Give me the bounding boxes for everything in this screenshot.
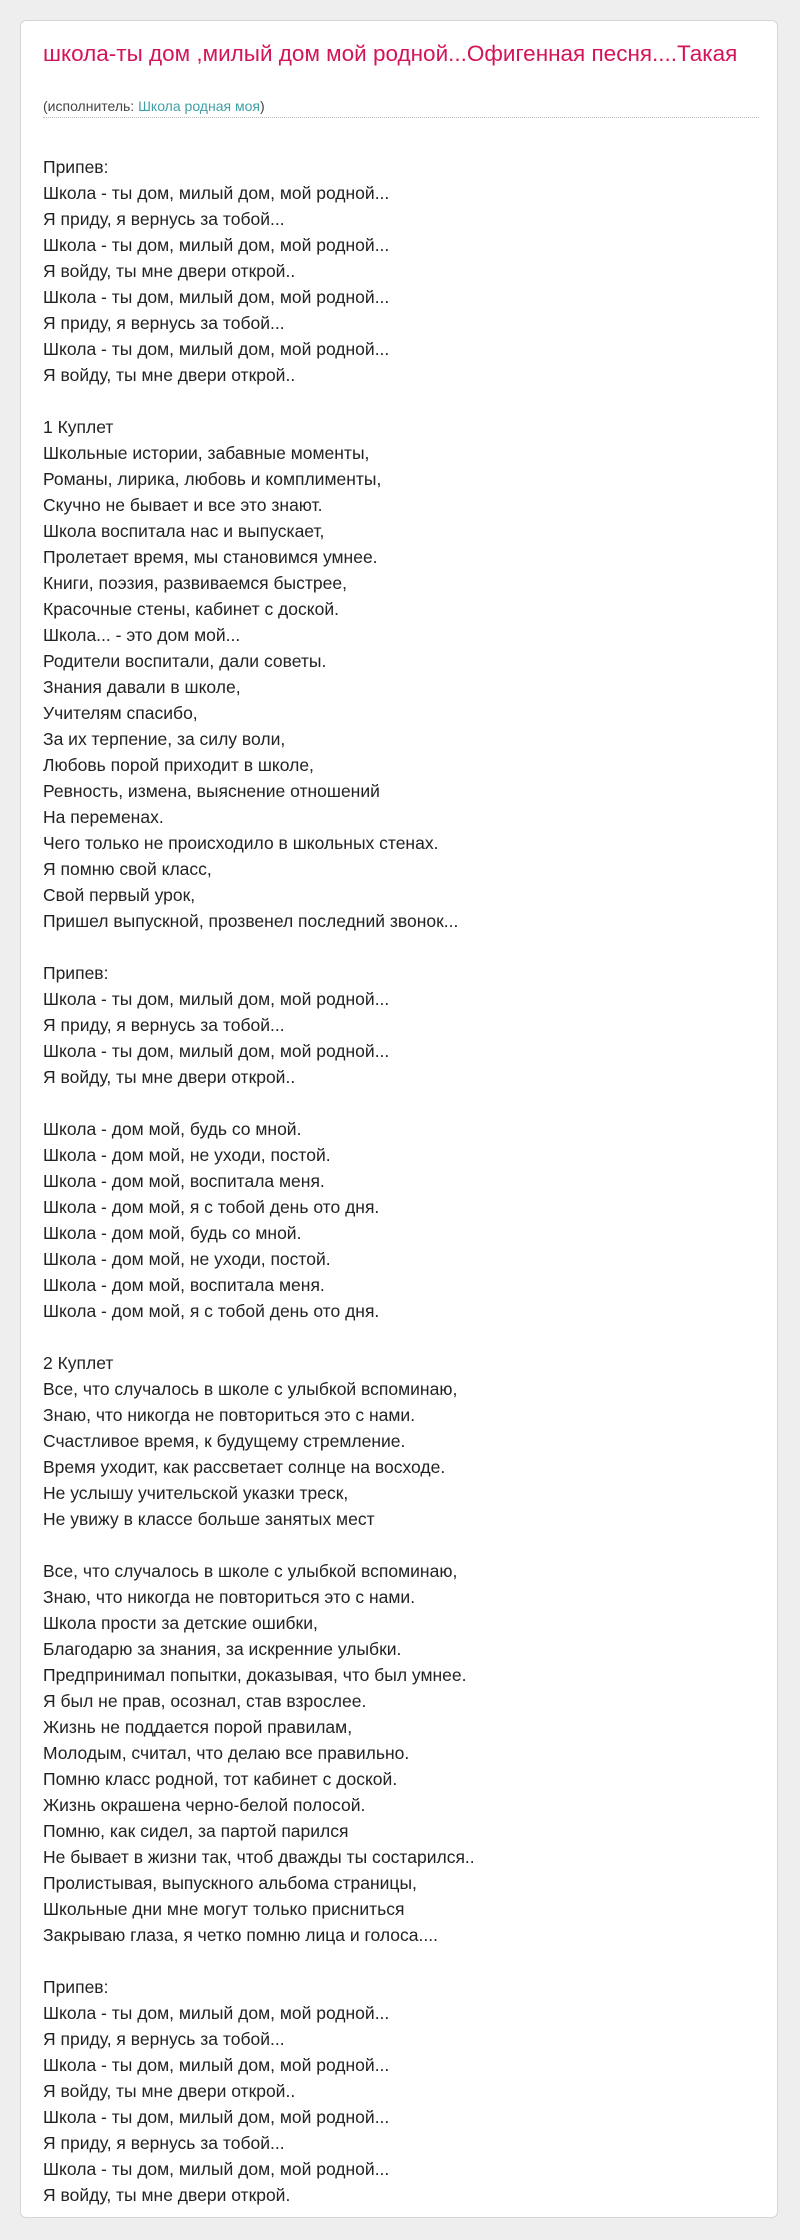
song-title: школа-ты дом ,милый дом мой родной...Офигенная песня....Такая <box>43 41 738 66</box>
lyrics-line: Благодарю за знания, за искренние улыбки. <box>43 1639 402 1659</box>
lyrics-line: Не бывает в жизни так, чтоб дважды ты состарился.. <box>43 1847 475 1867</box>
lyrics-line: Я приду, я вернусь за тобой... <box>43 2029 285 2049</box>
lyrics-line: Школа - дом мой, я с тобой день ото дня. <box>43 1301 380 1321</box>
lyrics-line: Я был не прав, осознал, став взрослее. <box>43 1691 367 1711</box>
lyrics-line: Молодым, считал, что делаю все правильно. <box>43 1743 410 1763</box>
lyrics-line: Красочные стены, кабинет с доской. <box>43 599 339 619</box>
lyrics-line: Любовь порой приходит в школе, <box>43 755 314 775</box>
lyrics-line: Я войду, ты мне двери открой.. <box>43 365 296 385</box>
lyrics-line: Помню класс родной, тот кабинет с доской. <box>43 1769 398 1789</box>
lyrics-line: Закрываю глаза, я четко помню лица и голоса.... <box>43 1925 438 1945</box>
lyrics-line: Школа - ты дом, милый дом, мой родной... <box>43 183 390 203</box>
lyrics-line: Школа - ты дом, милый дом, мой родной... <box>43 2003 390 2023</box>
lyrics-line: Школа - ты дом, милый дом, мой родной... <box>43 235 390 255</box>
lyrics-blank-line <box>43 934 759 960</box>
lyrics-line: Школа - ты дом, милый дом, мой родной... <box>43 2055 390 2075</box>
lyrics-line: Я приду, я вернусь за тобой... <box>43 313 285 333</box>
lyrics-line: Школа - ты дом, милый дом, мой родной... <box>43 2159 390 2179</box>
lyrics-line: Пролетает время, мы становимся умнее. <box>43 547 378 567</box>
lyrics-line: Школа воспитала нас и выпускает, <box>43 521 325 541</box>
lyrics-line: Время уходит, как рассветает солнце на восходе. <box>43 1457 446 1477</box>
lyrics-line: Школа - дом мой, не уходи, постой. <box>43 1249 331 1269</box>
lyrics-blank-line <box>43 388 759 414</box>
lyrics-line: Скучно не бывает и все это знают. <box>43 495 323 515</box>
lyrics-line: Школьные дни мне могут только присниться <box>43 1899 405 1919</box>
lyrics-text <box>43 154 759 2208</box>
artist-prefix: (исполнитель: <box>43 98 139 114</box>
lyrics-blank-line <box>43 1324 759 1350</box>
lyrics-line: 1 Куплет <box>43 417 114 437</box>
lyrics-line: Школа - ты дом, милый дом, мой родной... <box>43 339 390 359</box>
lyrics-line: Школа... - это дом мой... <box>43 625 241 645</box>
lyrics-blank-line <box>43 1090 759 1116</box>
lyrics-blank-line <box>43 1948 759 1974</box>
lyrics-line: Я приду, я вернусь за тобой... <box>43 209 285 229</box>
artist-line <box>43 97 759 118</box>
lyrics-line: Счастливое время, к будущему стремление. <box>43 1431 406 1451</box>
lyrics-line: Я приду, я вернусь за тобой... <box>43 2133 285 2153</box>
lyrics-line: Припев: <box>43 157 109 177</box>
lyrics-line: Я войду, ты мне двери открой.. <box>43 2081 296 2101</box>
lyrics-line: Школа - дом мой, воспитала меня. <box>43 1171 325 1191</box>
lyrics-line: Пролистывая, выпускного альбома страницы, <box>43 1873 417 1893</box>
lyrics-line: Знаю, что никогда не повториться это с нами. <box>43 1587 416 1607</box>
lyrics-line: Школа - ты дом, милый дом, мой родной... <box>43 2107 390 2127</box>
lyrics-line: Припев: <box>43 1977 109 1997</box>
lyrics-line: Школа - ты дом, милый дом, мой родной... <box>43 287 390 307</box>
lyrics-line: Школа - дом мой, не уходи, постой. <box>43 1145 331 1165</box>
lyrics-line: Не увижу в классе больше занятых мест <box>43 1509 375 1529</box>
lyrics-line: Все, что случалось в школе с улыбкой вспоминаю, <box>43 1379 458 1399</box>
lyrics-line: Помню, как сидел, за партой парился <box>43 1821 349 1841</box>
lyrics-card <box>20 20 778 2218</box>
lyrics-line: Предпринимал попытки, доказывая, что был умнее. <box>43 1665 467 1685</box>
lyrics-line: Я войду, ты мне двери открой.. <box>43 261 296 281</box>
lyrics-line: Не услышу учительской указки треск, <box>43 1483 349 1503</box>
lyrics-line: Я приду, я вернусь за тобой... <box>43 1015 285 1035</box>
lyrics-line: Ревность, измена, выяснение отношений <box>43 781 380 801</box>
lyrics-line: За их терпение, за силу воли, <box>43 729 286 749</box>
lyrics-line: Школа прости за детские ошибки, <box>43 1613 318 1633</box>
lyrics-blank-line <box>43 1532 759 1558</box>
lyrics-line: Школа - дом мой, будь со мной. <box>43 1119 302 1139</box>
artist-suffix: ) <box>259 98 265 114</box>
lyrics-line: Я помню свой класс, <box>43 859 212 879</box>
lyrics-line: Знания давали в школе, <box>43 677 241 697</box>
artist-link[interactable]: Школа родная моя <box>138 98 260 114</box>
lyrics-line: Чего только не происходило в школьных стенах. <box>43 833 439 853</box>
lyrics-line: Школа - ты дом, милый дом, мой родной... <box>43 989 390 1009</box>
lyrics-line: Учителям спасибо, <box>43 703 198 723</box>
lyrics-line: На переменах. <box>43 807 164 827</box>
lyrics-line: Школа - ты дом, милый дом, мой родной... <box>43 1041 390 1061</box>
lyrics-line: Школа - дом мой, я с тобой день ото дня. <box>43 1197 380 1217</box>
lyrics-line: Я войду, ты мне двери открой.. <box>43 1067 296 1087</box>
lyrics-line: Школа - дом мой, воспитала меня. <box>43 1275 325 1295</box>
lyrics-line: Жизнь не поддается порой правилам, <box>43 1717 353 1737</box>
lyrics-line: Пришел выпускной, прозвенел последний звонок... <box>43 911 459 931</box>
lyrics-line: Романы, лирика, любовь и комплименты, <box>43 469 382 489</box>
lyrics-line: Знаю, что никогда не повториться это с нами. <box>43 1405 416 1425</box>
lyrics-line: Свой первый урок, <box>43 885 196 905</box>
lyrics-line: Школьные истории, забавные моменты, <box>43 443 370 463</box>
lyrics-line: Жизнь окрашена черно-белой полосой. <box>43 1795 366 1815</box>
lyrics-line: 2 Куплет <box>43 1353 114 1373</box>
lyrics-line: Родители воспитали, дали советы. <box>43 651 327 671</box>
lyrics-line: Я войду, ты мне двери открой. <box>43 2185 291 2205</box>
lyrics-line: Школа - дом мой, будь со мной. <box>43 1223 302 1243</box>
lyrics-line: Припев: <box>43 963 109 983</box>
lyrics-line: Книги, поэзия, развиваемся быстрее, <box>43 573 347 593</box>
lyrics-line: Все, что случалось в школе с улыбкой вспоминаю, <box>43 1561 458 1581</box>
